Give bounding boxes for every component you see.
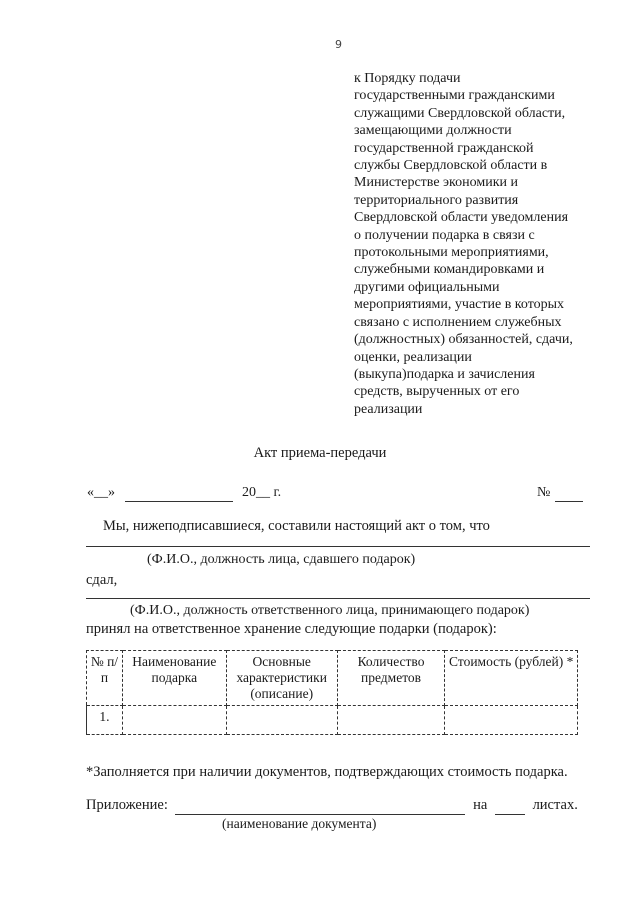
appendix-line: государственными гражданскими [354, 88, 555, 104]
appendix-line: реализации [354, 401, 423, 417]
number-blank [555, 485, 583, 502]
date-year: 20__ г. [242, 485, 282, 500]
attachment-blank [175, 797, 465, 815]
appendix-line: территориального развития [354, 192, 519, 208]
appendix-line: службы Свердловской области в [354, 158, 548, 174]
attachment-line [86, 797, 578, 815]
appendix-line: связано с исполнением служебных [354, 314, 562, 330]
handed-over-text: сдал, [86, 572, 118, 588]
attachment-sheets: листах. [532, 797, 578, 813]
gifts-table [86, 650, 578, 735]
attachment-caption: (наименование документа) [222, 816, 377, 831]
date-line [87, 485, 281, 502]
cell-cost [445, 706, 578, 735]
appendix-line: (выкупа)подарка и зачисления [354, 366, 535, 382]
appendix-line: Свердловской области уведомления [354, 210, 569, 226]
number-label: № [537, 485, 551, 500]
cell-characteristics [226, 706, 337, 735]
appendix-reference [354, 70, 604, 418]
appendix-line: к Порядку подачи [354, 71, 461, 86]
appendix-line: (должностных) обязанностей, сдачи, [354, 332, 573, 348]
header-number: № п/п [87, 651, 123, 706]
date-day: «__» [87, 485, 115, 500]
intro-text: Мы, нижеподписавшиеся, составили настоящий акт о том, что [103, 518, 490, 534]
cell-number: 1. [87, 706, 123, 735]
receiver-line [86, 598, 590, 599]
page-number: 9 [335, 38, 342, 51]
attachment-label: Приложение: [86, 797, 168, 813]
attachment-on: на [473, 797, 488, 813]
header-cost: Стоимость (рублей) * [445, 651, 578, 706]
header-characteristics: Основные характеристики (описание) [226, 651, 337, 706]
appendix-line: Министерстве экономики и [354, 175, 519, 191]
appendix-line: государственной гражданской [354, 140, 534, 156]
appendix-line: средств, вырученных от его [354, 384, 520, 400]
act-title: Акт приема-передачи [253, 445, 387, 461]
cell-gift-name [122, 706, 226, 735]
sheets-blank [495, 797, 525, 815]
appendix-line: служебными командировками и [354, 262, 545, 278]
giver-line [86, 546, 590, 547]
appendix-line: оценки, реализации [354, 349, 472, 365]
date-month-blank [125, 485, 233, 502]
footnote: *Заполняется при наличии документов, подтверждающих стоимость подарка. [86, 764, 568, 780]
appendix-line: другими официальными [354, 279, 500, 295]
appendix-line: замещающими должности [354, 123, 512, 139]
header-quantity: Количество предметов [337, 651, 445, 706]
appendix-line: мероприятиями, участие в которых [354, 297, 565, 313]
table-row [87, 706, 578, 735]
cell-quantity [337, 706, 445, 735]
appendix-line: о получении подарка в связи с [354, 227, 535, 243]
appendix-line: служащими Свердловской области, [354, 105, 566, 121]
appendix-line: протокольными мероприятиями, [354, 245, 549, 261]
header-gift-name: Наименование подарка [122, 651, 226, 706]
act-number [537, 485, 583, 502]
giver-caption: (Ф.И.О., должность лица, сдавшего подарок) [147, 552, 416, 567]
accepted-text: принял на ответственное хранение следующие подарки (подарок): [86, 621, 497, 637]
receiver-caption: (Ф.И.О., должность ответственного лица, принимающего подарок) [130, 603, 530, 618]
table-header-row [87, 651, 578, 706]
